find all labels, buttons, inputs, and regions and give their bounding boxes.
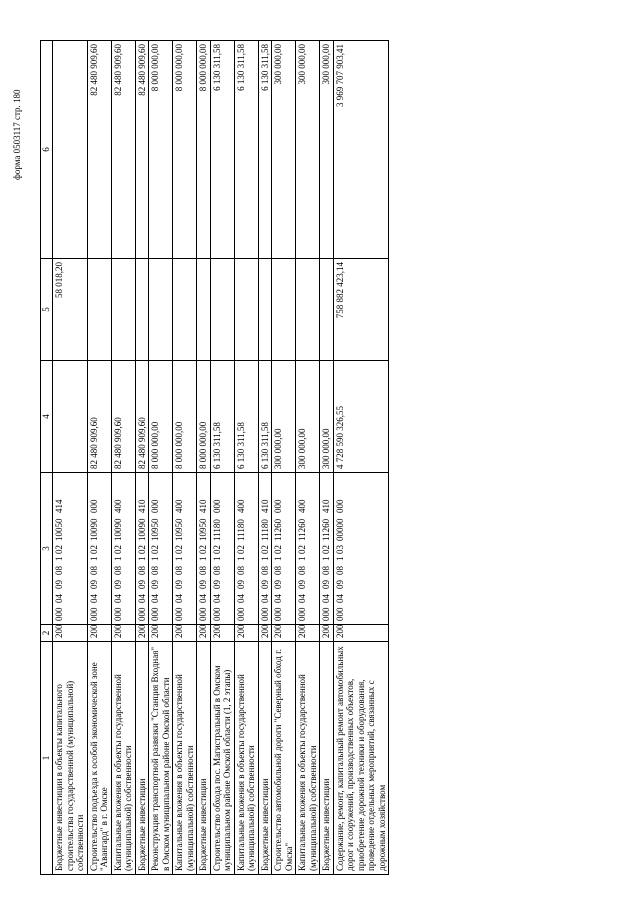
code-part: 03 [334,545,345,554]
row-executed [234,259,258,361]
code-part: 04 [112,594,123,603]
row-unexecuted: 82 480 909,60 [87,41,111,259]
code-part: 1 [174,556,184,561]
code-part: 1 [198,556,208,561]
code-part: 02 [136,545,147,554]
code-part: 10050 [54,518,64,541]
code-part: 000 [88,607,99,621]
row-executed: 58 018,20 [53,259,88,361]
code-part: 09 [198,580,208,589]
code-part: 04 [150,594,160,603]
code-part: 02 [235,545,246,554]
row-approved: 300 000,00 [320,361,334,473]
row-name: Содержание, ремонт, капитальный ремонт автомобильных дорог и сооружений, производственных объектов, приобретение дорожной техники и оборудования, проведение отдельных мероприятий, связанных с дорожным хозяйством [333,642,389,875]
code-part: 08 [174,566,184,575]
row-approved: 4 728 590 326,55 [333,361,389,473]
table-row [258,41,272,875]
code-part: 08 [88,566,99,575]
table-row [87,41,111,875]
row-executed [296,259,320,361]
code-part: 02 [259,545,270,554]
row-executed [135,259,149,361]
code-part: 1 [273,556,283,561]
code-part: 02 [297,545,307,554]
code-part: 11180 [259,519,270,541]
code-part: 410 [321,499,331,513]
table-row [173,41,197,875]
row-executed [210,259,234,361]
code-part: 10950 [150,518,160,541]
row-line-code: 200 [234,625,258,642]
row-line-code: 200 [210,625,234,642]
code-part: 04 [321,594,331,603]
row-approved: 300 000,00 [296,361,320,473]
code-part: 414 [54,499,64,513]
header-col-2: 2 [41,625,53,642]
code-part: 04 [54,594,64,603]
row-approved: 300 000,00 [272,361,296,473]
row-name: Строительство подъезда к особой экономической зоне "Авангард" в г. Омске [87,642,111,875]
row-unexecuted: 8 000 000,00 [149,41,173,259]
code-part: 10950 [174,518,184,541]
code-part: 09 [54,580,64,589]
code-part: 11260 [321,518,331,541]
code-part: 09 [297,580,307,589]
row-executed [272,259,296,361]
code-part: 04 [88,594,99,603]
row-approved: 8 000 000,00 [197,361,211,473]
row-executed [87,259,111,361]
code-part: 02 [321,545,331,554]
code-part: 09 [136,580,147,589]
code-part: 11260 [273,518,283,541]
code-part: 1 [88,556,99,561]
header-col-6: 6 [41,41,53,259]
code-part: 09 [88,580,99,589]
row-budget-code [258,473,272,625]
row-name: Бюджетные инвестиции [320,642,334,875]
code-part: 02 [273,545,283,554]
row-line-code: 200 [53,625,88,642]
row-unexecuted: 300 000,00 [296,41,320,259]
code-part: 1 [54,556,64,561]
header-col-3: 3 [41,473,53,625]
code-part: 400 [235,499,246,513]
table-row [320,41,334,875]
code-part: 000 [273,499,283,513]
code-part: 04 [334,594,345,603]
code-part: 1 [112,556,123,561]
row-line-code: 200 [258,625,272,642]
code-part: 1 [259,556,270,561]
row-budget-code [197,473,211,625]
code-part: 10950 [198,518,208,541]
code-part: 04 [273,594,283,603]
row-approved [53,361,88,473]
table-row [111,41,135,875]
row-line-code: 200 [87,625,111,642]
row-executed: 758 882 423,14 [333,259,389,361]
row-approved: 6 130 311,58 [258,361,272,473]
row-budget-code [173,473,197,625]
row-line-code: 200 [333,625,389,642]
row-unexecuted: 6 130 311,58 [234,41,258,259]
code-part: 04 [136,594,147,603]
row-line-code: 200 [197,625,211,642]
row-budget-code [149,473,173,625]
code-part: 400 [112,499,123,513]
row-unexecuted: 6 130 311,58 [258,41,272,259]
header-row [41,41,53,875]
row-unexecuted: 8 000 000,00 [173,41,197,259]
code-part: 09 [150,580,160,589]
code-part: 02 [54,545,64,554]
table-row [53,41,88,875]
row-budget-code [333,473,389,625]
row-line-code: 200 [296,625,320,642]
code-part: 000 [211,607,222,621]
form-label: форма 0503117 стр. 180 [12,89,22,180]
code-part: 000 [150,607,160,621]
code-part: 1 [136,556,147,561]
row-name: Строительство автомобильной дороги "Северный обход г. Омска" [272,642,296,875]
table-row [272,41,296,875]
table-row [296,41,320,875]
table-row [234,41,258,875]
row-approved: 82 480 909,60 [135,361,149,473]
row-budget-code [135,473,149,625]
row-name: Бюджетные инвестиции [135,642,149,875]
code-part: 08 [297,566,307,575]
code-part: 02 [174,545,184,554]
code-part: 000 [198,607,208,621]
code-part: 000 [88,499,99,513]
row-executed [173,259,197,361]
code-part: 08 [235,566,246,575]
code-part: 000 [112,607,123,621]
code-part: 09 [334,580,345,589]
code-part: 02 [88,545,99,554]
row-executed [320,259,334,361]
code-part: 000 [235,607,246,621]
code-part: 1 [235,556,246,561]
code-part: 000 [54,607,64,621]
row-unexecuted [53,41,88,259]
row-name: Капитальные вложения в объекты государственной (муниципальной) собственности [173,642,197,875]
header-col-5: 5 [41,259,53,361]
row-budget-code [111,473,135,625]
table-row [135,41,149,875]
code-part: 400 [174,499,184,513]
code-part: 000 [150,499,160,513]
row-name: Капитальные вложения в объекты государственной (муниципальной) собственности [296,642,320,875]
table-row [149,41,173,875]
code-part: 000 [321,607,331,621]
code-part: 000 [174,607,184,621]
code-part: 04 [211,594,222,603]
row-unexecuted: 82 480 909,60 [111,41,135,259]
code-part: 04 [259,594,270,603]
row-line-code: 200 [173,625,197,642]
row-line-code: 200 [320,625,334,642]
row-executed [197,259,211,361]
code-part: 11180 [211,519,222,541]
code-part: 10090 [112,518,123,541]
code-part: 09 [235,580,246,589]
code-part: 000 [136,607,147,621]
code-part: 08 [54,566,64,575]
row-budget-code [53,473,88,625]
table-row [210,41,234,875]
row-line-code: 200 [135,625,149,642]
code-part: 02 [211,545,222,554]
table-body [53,41,389,875]
code-part: 04 [174,594,184,603]
budget-table [40,40,389,875]
code-part: 000 [297,607,307,621]
row-name: Капитальные вложения в объекты государственной (муниципальной) собственности [234,642,258,875]
code-part: 11180 [235,519,246,541]
code-part: 08 [150,566,160,575]
code-part: 09 [211,580,222,589]
row-unexecuted: 300 000,00 [272,41,296,259]
code-part: 08 [321,566,331,575]
code-part: 11260 [297,518,307,541]
code-part: 410 [136,499,147,513]
row-approved: 82 480 909,60 [111,361,135,473]
code-part: 000 [334,607,345,621]
code-part: 08 [334,566,345,575]
code-part: 400 [297,499,307,513]
code-part: 1 [334,556,345,561]
code-part: 10090 [88,518,99,541]
row-budget-code [272,473,296,625]
code-part: 410 [259,499,270,513]
code-part: 000 [334,499,345,513]
row-budget-code [210,473,234,625]
row-name: Бюджетные инвестиции в объекты капитального строительства государственной (муниципальной) собственности [53,642,88,875]
code-part: 000 [273,607,283,621]
code-part: 09 [321,580,331,589]
code-part: 08 [273,566,283,575]
code-part: 1 [150,556,160,561]
code-part: 1 [211,556,222,561]
code-part: 02 [112,545,123,554]
code-part: 09 [273,580,283,589]
row-approved: 8 000 000,00 [149,361,173,473]
header-col-4: 4 [41,361,53,473]
table-row [333,41,389,875]
code-part: 08 [112,566,123,575]
row-name: Капитальные вложения в объекты государственной (муниципальной) собственности [111,642,135,875]
code-part: 00000 [334,518,345,541]
row-name: Строительство обхода пос. Магистральный в Омском муниципальном районе Омской области (1, 2 этапы) [210,642,234,875]
row-line-code: 200 [111,625,135,642]
row-executed [111,259,135,361]
code-part: 1 [321,556,331,561]
code-part: 410 [198,499,208,513]
row-name: Бюджетные инвестиции [197,642,211,875]
row-name: Реконструкция транспортной развязки "Станция Входная" в Омском муниципальном районе Омской области [149,642,173,875]
row-executed [258,259,272,361]
code-part: 02 [150,545,160,554]
row-line-code: 200 [272,625,296,642]
row-executed [149,259,173,361]
row-budget-code [320,473,334,625]
code-part: 08 [136,566,147,575]
row-line-code: 200 [149,625,173,642]
code-part: 04 [297,594,307,603]
code-part: 10090 [136,518,147,541]
code-part: 08 [259,566,270,575]
row-budget-code [296,473,320,625]
code-part: 09 [112,580,123,589]
row-unexecuted: 82 480 909,60 [135,41,149,259]
row-approved: 6 130 311,58 [234,361,258,473]
row-unexecuted: 300 000,00 [320,41,334,259]
code-part: 000 [259,607,270,621]
code-part: 09 [174,580,184,589]
code-part: 04 [235,594,246,603]
row-budget-code [87,473,111,625]
row-unexecuted: 6 130 311,58 [210,41,234,259]
code-part: 08 [211,566,222,575]
code-part: 08 [198,566,208,575]
row-approved: 6 130 311,58 [210,361,234,473]
code-part: 09 [259,580,270,589]
code-part: 1 [297,556,307,561]
code-part: 02 [198,545,208,554]
row-unexecuted: 3 969 707 903,41 [333,41,389,259]
code-part: 04 [198,594,208,603]
row-approved: 82 480 909,60 [87,361,111,473]
code-part: 000 [211,499,222,513]
row-unexecuted: 8 000 000,00 [197,41,211,259]
table-row [197,41,211,875]
row-budget-code [234,473,258,625]
header-col-1: 1 [41,642,53,875]
row-approved: 8 000 000,00 [173,361,197,473]
row-name: Бюджетные инвестиции [258,642,272,875]
